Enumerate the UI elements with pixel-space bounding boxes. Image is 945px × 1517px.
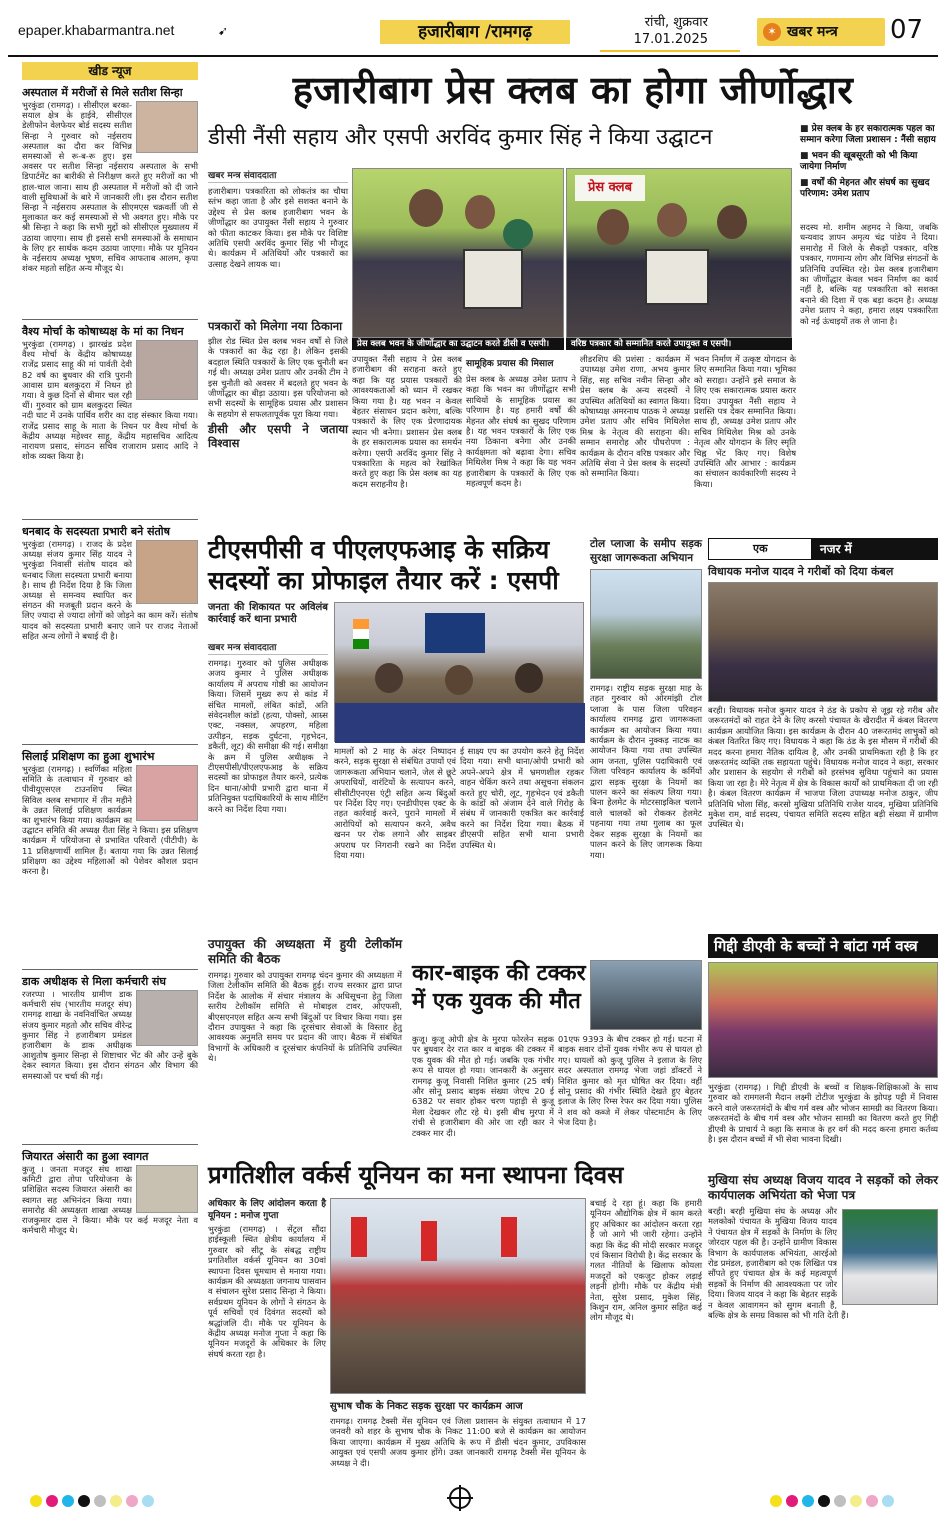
lead-para: झील रोड स्थित प्रेस क्लब भवन वर्षों से जिले के पत्रकारों का केंद्र रहा है। लेकिन इसकी बदहाल स्थिति पत्रकारों के लिए एक चुनौती बन गई थी। अध्यक्ष उमेश प्रताप और उनकी टीम ने इस चुनौती को अवसर में बदलते हुए भवन के जीर्णोद्धार का बीड़ा उठाया। इस परियोजना को सभी सदस्यों के सामूहिक प्रयास और प्रशासन के सहयोग से सफलतापूर्वक पूरा किया गया। (208, 336, 348, 419)
lead-subhead: डीसी और एसपी ने जताया विश्वास (208, 422, 348, 451)
mukhiya-body: बरही। बरही मुखिया संघ के अध्यक्ष और मलकोको पंचायत के मुखिया विजय यादव ने पंचायत क्षेत्र में सड़कों के निर्माण के लिए जोरदार पहल की है। उन्होंने ग्रामीण विकास विभाग के कार्यपालक अभियंता, आरईओ रोड प्रमंडल, हजारीबाग को एक लिखित पत्र सौंपते हुए पंचायत क्षेत्र के कई महत्वपूर्ण सड़कों के निर्माण की आवश्यकता पर जोर दिया। विजय यादव ने कहा कि बेहतर सड़कें न केवल आवागमन को सुगम बनाती हैं, बल्कि क्षेत्र के समग्र विकास को भी गति देती हैं। (708, 1206, 849, 1321)
conference-table (335, 703, 585, 743)
sidebar-label: खीड न्यूज (22, 62, 198, 80)
sidebar-story-body: कुजू । जनता मजदूर संघ शाखा कमिटी द्वारा तोपा परियोजना के प्रशिक्षित सदस्य जियारत अंसारी का स्वागत सह अभिनंदन किया गया। समारोह की अध्यक्षता शाखा अध्यक्ष राजकुमार दास ने किया। मौके पर कई मजदूर नेता व कर्मचारी मौजूद थे। (22, 1164, 198, 1236)
pointer-icon: ➹ (218, 24, 229, 38)
warm-clothes-headline[interactable]: गिद्दी डीएवी के बच्चों ने बांटा गर्म वस्त्र (708, 934, 938, 958)
lead-para: सदस्य मो. शमीम अहमद ने किया, जबकि धन्यवाद ज्ञापन अमृत्य चंद्र पांडेय ने दिया। समारोह में जिले के सैकड़ों पत्रकार, वरिष्ठ पत्रकार, गणमान्य लोग और विभिन्न संगठनों के प्रतिनिधि उपस्थित रहे। प्रेस क्लब हजारीबाग का जीर्णोद्धार केवल भवन निर्माण का कार्य नहीं है, बल्कि यह पत्रकारिता को सशक्त बनाने की दिशा में एक बड़ा कदम है। अध्यक्ष उमेश प्रताप ने कहा, हमारा लक्ष्य पत्रकारिता को नई ऊंचाइयों तक ले जाना है। (800, 222, 938, 326)
sidebar-story-body: भुरकुंडा (रामगढ़) । राजद के प्रदेश अध्यक्ष संजय कुमार सिंह यादव ने भुरकुंडा निवासी संतोष यादव को धनबाद जिला सदस्यता प्रभारी बनाया है। साथ ही निर्देश दिया है कि जिला अध्यक्ष से समन्वय स्थापित कर संगठन की मजबूती प्रदान करने के लिए ज्यादा से ज्यादा लोगों को जोड़ने का काम करें। संतोष यादव को सदस्यता प्रभारी बनाए जाने पर राजद नेताओं सहित अन्य लोगों ने बधाई दी है। (22, 539, 198, 641)
sidebar-story-body: रजरप्पा । भारतीय ग्रामीण डाक कर्मचारी संघ (भारतीय मजदूर संघ) रामगढ़ शाखा के नवनिर्वाचित अध्यक्ष संजय कुमार महतो और सचिव वीरेन्द्र कुमार सिंह ने हजारीबाग प्रमंडल हजारीबाग के डाक अधीक्षक आशुतोष कुमार सिन्हा से शिष्टाचार भेंट की और उन्हें बुके देकर स्वागत किया। इस दौरान संगठन और विभाग की समस्याओं पर चर्चा की गई। (22, 989, 198, 1081)
divider (22, 519, 198, 520)
lead-subhead: सामूहिक प्रयास की मिसाल (466, 359, 554, 369)
masthead (0, 0, 945, 58)
person-figure (409, 189, 443, 227)
blanket-story[interactable] (708, 562, 938, 932)
person-figure (375, 663, 403, 693)
color-dot (30, 1495, 42, 1507)
lead-column (466, 354, 576, 530)
brand-emblem-icon: ✶ (763, 23, 781, 41)
lead-column (694, 354, 796, 530)
nazar-ek-label: एक (708, 538, 812, 560)
tspc-column (208, 640, 328, 930)
person-figure (515, 663, 543, 693)
brand-logo (757, 18, 885, 46)
portrait-photo (136, 540, 198, 604)
tspc-kicker: जनता की शिकायत पर अविलंब कार्रवाई करें थाना प्रभारी (208, 602, 328, 625)
photo-caption: वरिष्ठ पत्रकार को सम्मानित करते उपायुक्त व एसपी। (566, 338, 792, 350)
accident-headline[interactable]: कार-बाइक की टक्कर में एक युवक की मौत (412, 961, 586, 1014)
workers-union-photo (330, 1198, 586, 1394)
highlight: ■ भवन की खूबसूरती को भी किया जायेगा निर्माण (800, 151, 938, 173)
sidebar-story-title: जियारत अंसारी का हुआ स्वागत (22, 1150, 149, 1163)
telecom-headline: उपायुक्त की अध्यक्षता में हुयी टेलीकॉम समिति की बैठक (208, 937, 402, 966)
flag-icon (353, 619, 369, 649)
accident-para: कुजू। कुजू ओपी क्षेत्र के मुरपा फोरलेन सड़क पर बुधवार देर रात कार व बाइक की टक्कर में एक युवक की मौत हो गई। जबकि एक गंभीर रूप से घायल हो गया। जानकारी के अनुसार रामगढ़ कुजू निवासी निशित कुमार (25 वर्ष) और सोनू प्रसाद बाइक संख्या जेएच 20 ई 6382 पर सवार होकर चरण पहाड़ी से कुजू मेला देखकर लौट रहे थे। इसी बीच मुरपा में रांची से हजारीबाग की ओर जा रही कार ने टक्कर मार दी। (412, 1034, 554, 1138)
divider (22, 319, 198, 320)
workers-column (590, 1198, 702, 1482)
lead-column (800, 222, 938, 530)
sidebar-story-title: वैश्य मोर्चा के कोषाध्यक्ष के मां का निधन (22, 325, 184, 338)
lead-headline[interactable]: हजारीबाग प्रेस क्लब का होगा जीर्णोद्धार (292, 68, 854, 112)
sidebar-story-body: भुरकुंडा (रामगढ़) । झारखंड प्रदेश वैश्य मोर्चा के केंद्रीय कोषाध्यक्ष राजेंद्र प्रसाद साहू की मां पार्वती देवी 82 वर्ष का बुधवार की रात्रि पुरानी आवास ग्राम बलकुदरा में निधन हो गया। वे कुछ दिनों से बीमार चल रही थीं। गुरुवार को ग्राम बलकुदरा स्थित नदी घाट में उनके पार्थिव शरीर का दाह संस्कार किया गया। राजेंद्र प्रसाद साहू के माता के निधन पर वैश्य मोर्चा के केंद्रीय अध्यक्ष महेश्वर साहू, केंद्रीय महासचिव आदित्य नारायण प्रसाद, संगठन सचिव राजाराम प्रसाद आदि ने शोक व्यक्त किया है। (22, 339, 198, 462)
color-dot (142, 1495, 154, 1507)
accident-column (412, 1034, 554, 1144)
red-flag-icon (501, 1217, 517, 1257)
accident-para: 01एफ 9393 के बीच टक्कर हो गई। घटना में बाइक सवार दोनों युवक गंभीर रूप से घायल हो गए। घायलों को कुजू पुलिस ने इलाज के लिए सदर अस्पताल रामगढ़ भेजा जहां डॉक्टरों ने निशित कुमार को मृत घोषित कर दिया। वहीं सोनू प्रसाद की गंभीर स्थिति देखते हुए बेहतर इलाज के लिए रिम्स रेफर कर दिया गया। पुलिस ने शव को कब्जे में लेकर पोस्टमार्टम के लिए भेज दिया है। (558, 1034, 702, 1128)
color-dot (78, 1495, 90, 1507)
sidebar-story-title: डाक अधीक्षक से मिला कर्मचारी संघ (22, 975, 166, 988)
portrait-photo (136, 340, 198, 400)
tspc-column (460, 746, 584, 930)
mukhiya-portrait (842, 1209, 938, 1305)
press-club-banner: प्रेस क्लब (575, 175, 645, 201)
brand-name: खबर मन्त्र (787, 24, 838, 40)
sidebar-news-column (22, 62, 198, 1482)
city-day: रांची, शुक्रवार (644, 15, 708, 30)
lead-column (352, 354, 462, 530)
tspc-column (334, 746, 456, 930)
accident-column (558, 1034, 702, 1144)
workers-kicker: अधिकार के लिए आंदोलन करता है यूनियन : मनोज गुप्ता (208, 1199, 326, 1221)
highlight: ■ प्रेस क्लब के हर सकारात्मक पहल का सम्मान करेगा जिला प्रशासन : नैंसी सहाय (800, 124, 938, 146)
subhash-story[interactable] (330, 1398, 586, 1482)
sidebar-story[interactable] (22, 86, 198, 314)
dateline-underline (600, 50, 740, 52)
person-figure (597, 209, 629, 245)
person-figure (445, 665, 473, 695)
color-dot (126, 1495, 138, 1507)
issue-date: 17.01.2025 (633, 32, 708, 47)
section-label: हजारीबाग /रामगढ़ (380, 20, 570, 44)
telecom-body: रामगढ़। गुरुवार को उपायुक्त रामगढ़ चंदन कुमार की अध्यक्षता में जिला टेलीकॉम समिति की बैठक हुई। राज्य सरकार द्वारा प्राप्त निर्देश के आलोक में संचार मंत्रालय के अधिसूचना हेतु जिला स्तरीय टेलीकॉम समिति से मोबाइल टावर, ओएफसी, बीएसएनएल सहित अन्य सभी बिंदुओं पर विचार किया गया। इस दौरान उपायुक्त ने कहा कि दूरसंचार सेवाओं के विस्तार हेतु आवश्यक अनुमति समय पर प्रदान की जाए। बैठक में संबंधित विभागों के अधिकारी व दूरसंचार कंपनियों के प्रतिनिधि उपस्थित थे। (208, 970, 402, 1064)
lead-para: प्रेस क्लब के अध्यक्ष उमेश प्रताप ने कहा कि भवन का जीर्णोद्धार सभी साथियों के सामूहिक प्रयास का परिणाम है। यह हमारी वर्षों की मेहनत और संघर्ष का सुखद परिणाम है। यह भवन पत्रकारों के लिए एक नया ठिकाना बनेगा और उनकी कार्यक्षमता को बढ़ावा देगा। सचिव मिथिलेश मिश्र ने कहा कि यह भवन हजारीबाग के पत्रकारों के लिए एक महत्वपूर्ण कदम है। (466, 374, 576, 489)
event-photo (136, 765, 198, 821)
color-dot (62, 1495, 74, 1507)
color-registration-strip-left (30, 1492, 158, 1510)
framed-painting (645, 249, 709, 305)
sidebar-story-title: सिलाई प्रशिक्षण का हुआ शुभारंभ (22, 750, 155, 763)
lead-para: हजारीबाग। पत्रकारिता को लोकतंत्र का चौथा स्तंभ कहा जाता है और इसे सशक्त बनाने के उद्देश्य से प्रेस क्लब हजारीबाग भवन के जीर्णोद्धार का उपायुक्त नैंसी सहाय ने गुरुवार को फीता काटकर किया। इस मौके पर विशिष्ट अतिथि एसपी अरविंद कुमार सिंह भी मौजूद थे। कार्यक्रम में अतिथियों और पत्रकारों का उत्साह देखने लायक था। (208, 186, 348, 269)
sidebar-story[interactable] (22, 325, 198, 514)
workers-column (208, 1198, 326, 1482)
color-dot (94, 1495, 106, 1507)
mukhiya-story[interactable] (708, 1170, 938, 1482)
color-dot (46, 1495, 58, 1507)
registration-crosshair-icon (449, 1487, 471, 1509)
warm-clothes-photo (708, 962, 938, 1078)
event-photo (136, 990, 198, 1046)
road-safety-headline: टोल प्लाजा के समीप सड़क सुरक्षा जागरूकता अभियान (590, 538, 702, 564)
color-dot (834, 1495, 846, 1507)
photo-caption: प्रेस क्लब भवन के जीर्णोद्धार का उद्घाटन करते डीसी व एसपी। (352, 338, 564, 350)
color-dot (786, 1495, 798, 1507)
tspc-para: ई साक्ष्य एप का उपयोग करने हेतु निर्देश दिया गया। सभी थाना/ओपी प्रभारी को अपने-अपने क्षेत्र में भ्रमणशील रहकर वाहन चेकिंग करने तथा असूचना संकलन करते हुए चोरी, लूट, गृहभेदन एवं डकैती के कांडों को अंजाम देने वाले गिरोह के संबंध में जानकारी एकत्रित कर कार्रवाई करने का निर्देश दिया गया। बैठक में डीएसपी सहित सभी थाना प्रभारी उपस्थित थे। (460, 746, 584, 850)
lead-column (208, 316, 348, 530)
person-figure (717, 205, 747, 239)
page-number: 07 (890, 15, 924, 45)
color-dot (818, 1495, 830, 1507)
byline: खबर मन्त्र संवाददाता (208, 168, 348, 183)
subhash-head-block (590, 934, 702, 960)
subhash-headline: सुभाष चौक के निकट सड़क सुरक्षा पर कार्यक्रम आज (330, 1401, 523, 1412)
byline: खबर मन्त्र संवाददाता (208, 640, 328, 655)
workers-headline[interactable]: प्रगतिशील वर्कर्स यूनियन का मना स्थापना दिवस (208, 1161, 624, 1189)
color-dot (110, 1495, 122, 1507)
portrait-photo (136, 1165, 198, 1213)
framed-painting (463, 249, 523, 309)
workers-para: बचाई दे रहा हूं। कहा कि हमारी यूनियन औद्योगिक क्षेत्र में काम करते हुए अधिकार का आंदोलन करता रहा है जो आगे भी जारी रहेगा। उन्होंने कहा कि केंद्र की मोदी सरकार मजदूर एवं किसान विरोधी है। केंद्र सरकार के गलत नीतियों के खिलाफ कोयला मजदूरों को एकजुट होकर लड़ाई लड़नी होगी। मौके पर केंद्रीय मंत्री नेता, सुरेश प्रसाद, मुकेश सिंह, किशुन राम, अनिल कुमार सहित कई लोग मौजूद थे। (590, 1198, 702, 1323)
lead-subhead: पत्रकारों को मिलेगा नया ठिकाना (208, 319, 343, 333)
color-registration-strip-right (770, 1492, 898, 1510)
blanket-headline: विधायक मनोज यादव ने गरीबों को दिया कंबल (708, 565, 894, 578)
person-figure (503, 219, 533, 249)
road-safety-story[interactable] (590, 534, 702, 930)
tspc-para: रामगढ़। गुरुवार को पुलिस अधीक्षक अजय कुमार ने पुलिस अधीक्षक कार्यालय में अपराध गोष्ठी का आयोजन किया। जिसमें मुख्य रूप से कांड में संचित मामलों, लंबित कांडों, अति संवेदनशील कांडों (हत्या, पोक्सो, आम्र्स एक्ट, नक्सल, अपहरण, महिला उत्पीड़न, सड़क दुर्घटना, गृहभेदन, डकैती, लूट) की समीक्षा की गई। समीक्षा के क्रम में पुलिस अधीक्षक ने टीएसपीसी/पीएलएफआइ के सक्रिय सदस्यों का प्रोफाइल तैयार करने, प्रत्येक दिन थाना/ओपी प्रभारी द्वारा थाना में प्रतिनियुक्त पदाधिकारियों के साथ मीटिंग करने का निर्देश दिया गया। (208, 658, 328, 814)
sidebar-story-body: भुरकुंडा (रामगढ़) । स्वर्णिका महिला समिति के तत्वाधान में गुरुवार को पीवीयूएसएल टाउनशिप स्थित सिविल क्लब सभागार में तीन महीने के उन्नत सिलाई प्रशिक्षण कार्यक्रम का शुभारंभ किया गया। कार्यक्रम का उद्घाटन समिति की अध्यक्ष रीता सिंह ने किया। इस प्रशिक्षण कार्यक्रम में परियोजना से प्रभावित परिवारों (पीटीपी) के 11 प्रशिक्षणार्थी शामिल हैं। बताया गया कि उन्नत सिलाई प्रशिक्षण का उद्देश्य महिलाओं को पेशेवर कौशल प्रदान करना है। (22, 764, 198, 877)
dateline (612, 14, 708, 48)
divider (22, 969, 198, 970)
red-flag-icon (351, 1217, 367, 1257)
highlight: ■ वर्षों की मेहनत और संघर्ष का सुखद परिणाम: उमेश प्रताप (800, 178, 938, 200)
person-figure (657, 203, 687, 237)
masthead-rule (8, 55, 938, 57)
divider (22, 1144, 198, 1145)
site-url[interactable]: epaper.khabarmantra.net (18, 22, 175, 38)
police-banner (425, 613, 485, 653)
warm-clothes-body: भुरकुंडा (रामगढ़) । गिद्दी डीएवी के बच्चों व शिक्षक-शिक्षिकाओं के साथ गुरुवार को रामगलनी मैदान लक्ष्मी टोटीज भुरकुंडा के झोपड़ पट्टी में निवास करने वाले जरूरतमंदों के बीच गर्म वस्त्र और भोजन सामग्री का वितरण किया। जरूरतमंदों के बीच गर्म वस्त्र और भोजन सामग्री का वितरण करते हुए गिद्दी डीएवी के प्राचार्य ने कहा कि समाज के हर वर्ग की मदद करना हमारा कर्तव्य है। इस दौरान बच्चों में भी सेवा भावना दिखी। (708, 1082, 938, 1145)
lead-column (580, 354, 690, 530)
press-club-felicitation-photo (566, 168, 792, 338)
color-dot (866, 1495, 878, 1507)
lead-para: भवन निर्माण में उत्कृष्ट योगदान के लिए सम्मानित किया गया। भूमिका को सराहा। उन्होंने इसे समाज के लिए एक सकारात्मक प्रयास करार दिया। उपायुक्त नैंसी सहाय ने प्रशस्ति पत्र देकर सम्मानित किया। साथ ही, अध्यक्ष उमेश प्रताप और सचिव मिथिलेश मिश्र को उनके नेतृत्व और योगदान के लिए स्मृति चिह्न भेंट किए गए। विशेष उपस्थिति और आभार : कार्यक्रम का संचालन कार्यकारिणी सदस्य ने किया। (694, 354, 796, 489)
workers-para: भुरकुंडा (रामगढ़) । सेंट्रल सौंदा हाईस्कूली स्थित क्षेत्रीय कार्यालय में गुरुवार को सीटू के संबद्ध राष्ट्रीय प्रगतिशील वर्कर्स यूनियन का 30वां स्थापना दिवस धूमधाम से मनाया गया। कार्यक्रम की अध्यक्षता जगनाथ पासवान व संचालन सुरेश प्रसाद सिन्हा ने किया। सर्वप्रथम यूनियन के लोगों ने संगठन के पूर्व सचिवों एवं दिवंगत सदस्यों को श्रद्धांजलि दी। मौके पर यूनियन के केंद्रीय अध्यक्ष मनोज गुप्ता ने कहा कि यूनियन मजदूरों के अधिकार के लिए संघर्ष करता रहा है। (208, 1224, 326, 1359)
blanket-body: बरही। विधायक मनोज कुमार यादव ने ठंड के प्रकोप से जूझ रहे गरीब और जरूरतमंदों को राहत देने के लिए करसो पंचायत के खैरादीत में कंबल वितरण कार्यक्रम आयोजित किया। इस कार्यक्रम के दौरान 40 जरूरतमंद लाभुकों को कंबल वितरित किए गए। विधायक ने कहा कि ठंड के इस मौसम में गरीबों की मदद करना हमारा नैतिक दायित्व है, और उनकी प्राथमिकता रही है कि हर जरूरतमंद व्यक्ति तक सहायता पहुंचे। विधायक मनोज यादव ने कहा, सरकार और प्रशासन के सहयोग से गरीबों को हरसंभव सुविधा पहुंचाने का प्रयास किया जा रहा है। मेरे नेतृत्व में क्षेत्र के विकास कार्यों को प्राथमिकता दी जा रही है। कंबल वितरण कार्यक्रम में भाजपा जिला उपाध्यक्ष मनोज ठाकुर, जीप प्रतिनिधि भोला सिंह, करसो मुखिया प्रतिनिधि राजेश यादव, मुखिया प्रतिनिधि मुकेश राम, वार्ड सदस्य, पंचायत समिति सदस्य सहित बड़ी संख्या में ग्रामीण उपस्थित थे। (708, 705, 938, 830)
road-safety-photo (590, 569, 702, 679)
sidebar-story[interactable] (22, 1150, 198, 1284)
sidebar-story[interactable] (22, 975, 198, 1139)
accident-photo (590, 960, 702, 1030)
lead-para: लीडरशिप की प्रशंसा : कार्यक्रम में उपाध्यक्ष उमेश राणा, अभय कुमार सिंह, सह सचिव नवीन सिन्हा और प्रेस क्लब के अन्य सदस्यों ने उपस्थित अतिथियों का स्वागत किया। कोषाध्यक्ष अमरनाथ पाठक ने अध्यक्ष उमेश प्रताप और सचिव मिथिलेश मिश्र के नेतृत्व की सराहना की। सम्मान समारोह और पौधरोपण : कार्यक्रम के दौरान वरिष्ठ पत्रकार और अतिथि सेवा ने प्रेस क्लब के सदस्यों को सम्मानित किया। (580, 354, 690, 479)
warm-clothes-body-block (708, 1082, 938, 1166)
ek-nazar-banner (708, 538, 938, 560)
lead-intro (208, 168, 348, 316)
sidebar-story-title: अस्पताल में मरीजों से मिले सतीश सिन्हा (22, 86, 183, 99)
nazar-label: नजर में (812, 538, 938, 560)
divider (22, 744, 198, 745)
lead-para: उपायुक्त नैंसी सहाय ने प्रेस क्लब हजारीबाग की सराहना करते हुए कहा कि यह प्रयास पत्रकारों की आवश्यकताओं को ध्यान में रखकर किया गया है। यह भवन न केवल बेहतर संसाधन प्रदान करेगा, बल्कि पत्रकारों के लिए एक प्रेरणादायक स्थान भी बनेगा। प्रशासन प्रेस क्लब के हर सकारात्मक प्रयास का समर्थन करेगा। एसपी अरविंद कुमार सिंह ने पत्रकारिता के महत्व को रेखांकित करते हुए कहा कि प्रेस क्लब का यह कदम सराहनीय है। (352, 354, 462, 489)
subhash-body: रामगढ़। रामगढ़ टैक्सी मेंस यूनियन एवं जिला प्रशासन के संयुक्त तत्वाधान में 17 जनवरी को शहर के सुभाष चौक के निकट 11:00 बजे से कार्यक्रम का आयोजन किया जाएगा। कार्यक्रम में मुख्य अतिथि के रूप में डीसी चंदन कुमार, उपविकास आयुक्त एवं एसपी अजय कुमार होंगे। उक्त जानकारी रामगढ़ टैक्सी मेंस यूनियन के अध्यक्ष ने दी। (330, 1416, 586, 1468)
tspc-para: मामलों को 2 माह के अंदर निष्पादन करने, सड़क सुरक्षा से संबंधित उपायों एवं जागरूकता अभियान चलाने, जेल से छूटे अपराधियों, वारंटियों के सत्यापन करने, सीसीटीएनएस एंट्री सहित अन्य बिंदुओं पर निर्देश दिए गए। एनडीपीएस एक्ट के तहत कार्रवाई करने, पुराने मामलों में आरोपियों को सत्यापन करने, अवैध खनन पर रोक लगाने और साइबर अपराध पर निगरानी रखने का निर्देश दिया गया। (334, 746, 456, 861)
color-dot (802, 1495, 814, 1507)
crime-meeting-photo (334, 602, 584, 742)
blanket-distribution-photo (708, 582, 938, 702)
red-flag-icon (421, 1221, 437, 1261)
lead-subheadline: डीसी नैंसी सहाय और एसपी अरविंद कुमार सिंह ने किया उद्घाटन (208, 125, 713, 150)
person-figure (465, 195, 495, 229)
sidebar-story[interactable] (22, 525, 198, 739)
telecom-story[interactable] (208, 934, 402, 1144)
color-dot (882, 1495, 894, 1507)
sidebar-story[interactable] (22, 750, 198, 964)
road-safety-body: रामगढ़। राष्ट्रीय सड़क सुरक्षा माह के तहत गुरुवार को ओरमांझी टोल प्लाजा के पास जिला परिवहन कार्यालय रामगढ़ द्वारा जागरूकता कार्यक्रम का आयोजन किया गया। कार्यक्रम के दौरान नुक्कड़ नाटक का आयोजन किया गया तथा उपस्थित आम जनता, पुलिस पदाधिकारी एवं जिला परिवहन कार्यालय के कर्मियों द्वारा सड़क सुरक्षा के नियमों का पालन करने का संकल्प लिया गया। बिना हेलमेट के मोटरसाइकिल चलाने वाले चालकों को रोककर हेलमेट पहनाया गया तथा गुलाब का फूल देकर सड़क सुरक्षा के नियमों का पालन करने के लिए जागरूक किया गया। (590, 683, 702, 860)
mukhiya-headline: मुखिया संघ अध्यक्ष विजय यादव ने सड़कों को लेकर कार्यपालक अभियंता को भेजा पत्र (708, 1173, 938, 1202)
portrait-photo (136, 101, 198, 153)
sidebar-story-title: धनबाद के सदस्यता प्रभारी बने संतोष (22, 525, 170, 538)
tspc-kicker-block (208, 602, 328, 642)
color-dot (770, 1495, 782, 1507)
lead-highlights (800, 124, 938, 205)
tspc-headline[interactable]: टीएसपीसी व पीएलएफआइ के सक्रिय सदस्यों का प्रोफाइल तैयार करें : एसपी (208, 535, 559, 595)
press-club-inauguration-photo (352, 168, 564, 338)
sidebar-story-body: भुरकुंडा (रामगढ़) । सीसीएल बरका-सयाल क्षेत्र के हाईवे, सीसीएल डेलीफोन वेलफेयर बोर्ड सदस्य सतीश सिन्हा ने गुरुवार को नईसराय अस्पताल का दौरा कर विभिन्न समस्याओं से रू-ब-रू हुए। इस अवसर पर सतीश सिन्हा नईसराय अस्पताल के सभी डिपार्टमेंट का बारीकी से निरीक्षण करते हुए मरीजों का भी हाल-चाल जाना। साथ ही अस्पताल में मरीजों को दी जाने वाली सुविधाओं के बारे में जानकारी ली। इस दौरान सतीश सिन्हा ने नईसराय अस्पताल के सीएमएस चक्रवर्ती जी से मुलाकात कर कई समस्याओं से भी अवगत हुए। मौके पर श्री सिन्हा ने कहा कि सभी मुद्दों को सीसीएल मुख्यालय में उठाया जाएगा। साथ ही इससे सभी समस्याओं के समाधान के लिए हर सार्थक कदम उठाया जाएगा। मौके पर यूनियन के नईसराय अध्यक्ष भूषण, सचिव आफताब आलम, कृपा शंकर महतो सहित अन्य मौजूद थे। (22, 100, 198, 274)
color-dot (850, 1495, 862, 1507)
